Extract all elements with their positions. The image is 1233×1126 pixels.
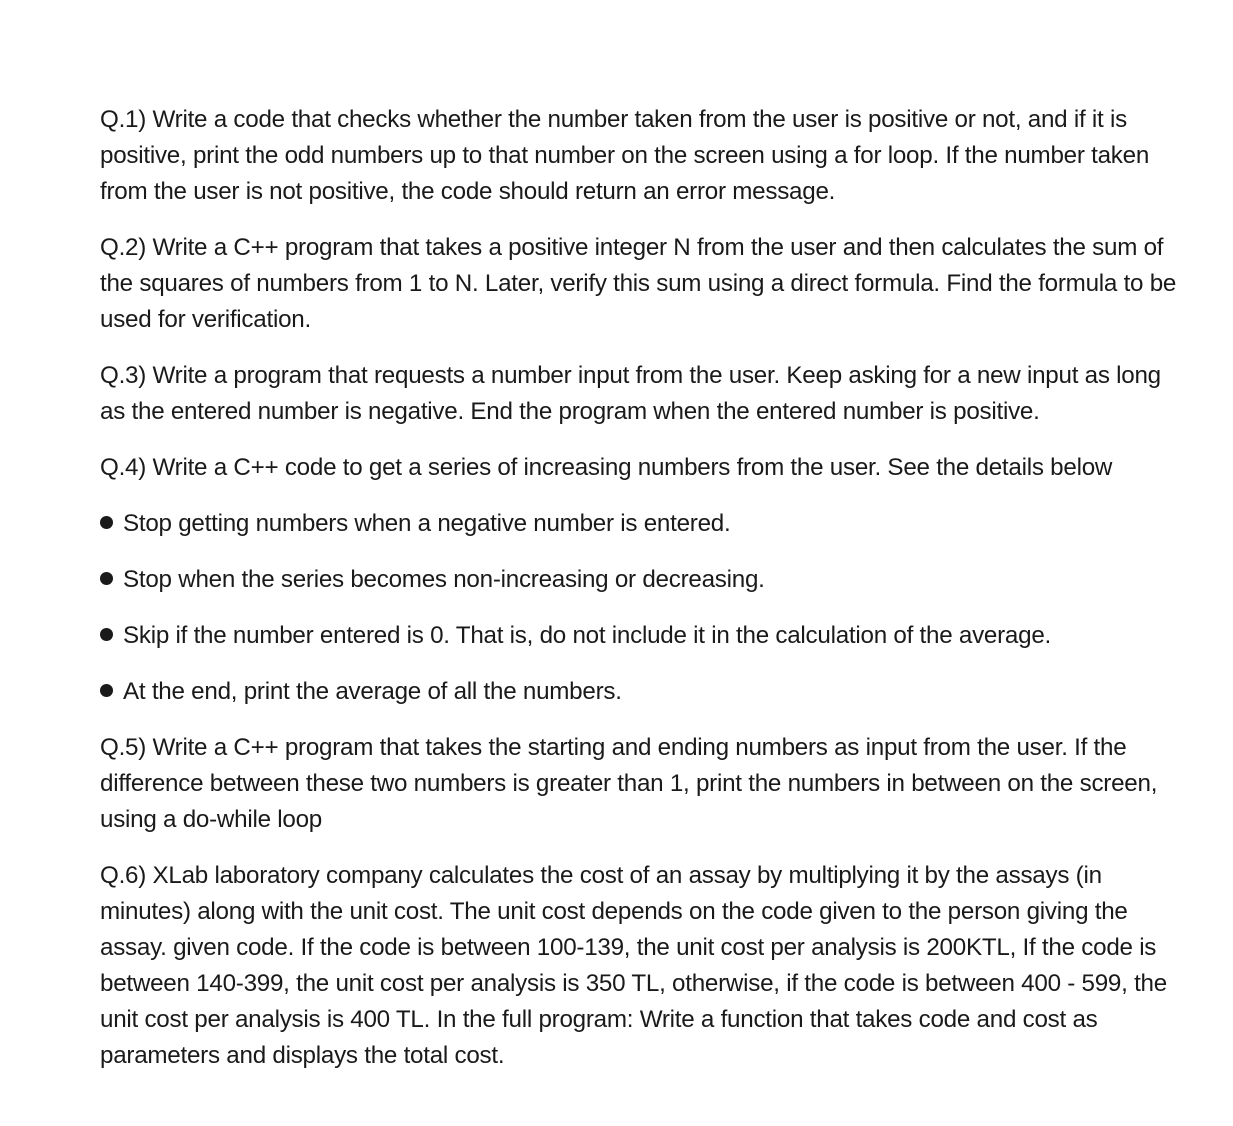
question-1: Q.1) Write a code that checks whether the number taken from the user is positive or not, and if it is positive, print the odd numbers up to that number on the screen using a for loop. If the number taken from the user is not positive, the code should return an error message.: [100, 106, 1150, 205]
document-page: [100, 102, 1180, 1094]
question-5: Q.5) Write a C++ program that takes the starting and ending numbers as input from the user. If the difference between these two numbers is greater than 1, print the numbers in between on the screen, using a do-while loop: [100, 734, 1158, 833]
bullet-text: At the end, print the average of all the numbers.: [123, 678, 622, 705]
question-2: Q.2) Write a C++ program that takes a positive integer N from the user and then calculates the sum of the squares of numbers from 1 to N. Later, verify this sum using a direct formula. Find the formula to be used for verification.: [100, 234, 1177, 333]
bullet-text: Stop getting numbers when a negative number is entered.: [123, 510, 731, 537]
bullet-icon: [100, 684, 113, 697]
question-4-bullet-3: [100, 618, 1180, 654]
bullet-text: Stop when the series becomes non-increasing or decreasing.: [123, 566, 765, 593]
question-4-bullet-4: [100, 674, 1180, 710]
question-4-bullet-1: [100, 506, 1180, 542]
bullet-text: Skip if the number entered is 0. That is, do not include it in the calculation of the average.: [123, 622, 1051, 649]
bullet-icon: [100, 572, 113, 585]
question-4-bullet-2: [100, 562, 1180, 598]
question-6: Q.6) XLab laboratory company calculates the cost of an assay by multiplying it by the assays (in minutes) along with the unit cost. The unit cost depends on the code given to the person giving the assay. given code. If the code is between 100-139, the unit cost per analysis is 200KTL, If the code is between 140-399, the unit cost per analysis is 350 TL, otherwise, if the code is between 400 - 599, the unit cost per analysis is 400 TL. In the full program: Write a function that takes code and cost as parameters and displays the total cost.: [100, 862, 1167, 1069]
bullet-icon: [100, 628, 113, 641]
bullet-icon: [100, 516, 113, 529]
question-3: Q.3) Write a program that requests a number input from the user. Keep asking for a new input as long as the entered number is negative. End the program when the entered number is positive.: [100, 362, 1161, 425]
question-4-intro: Q.4) Write a C++ code to get a series of increasing numbers from the user. See the details below: [100, 454, 1113, 481]
